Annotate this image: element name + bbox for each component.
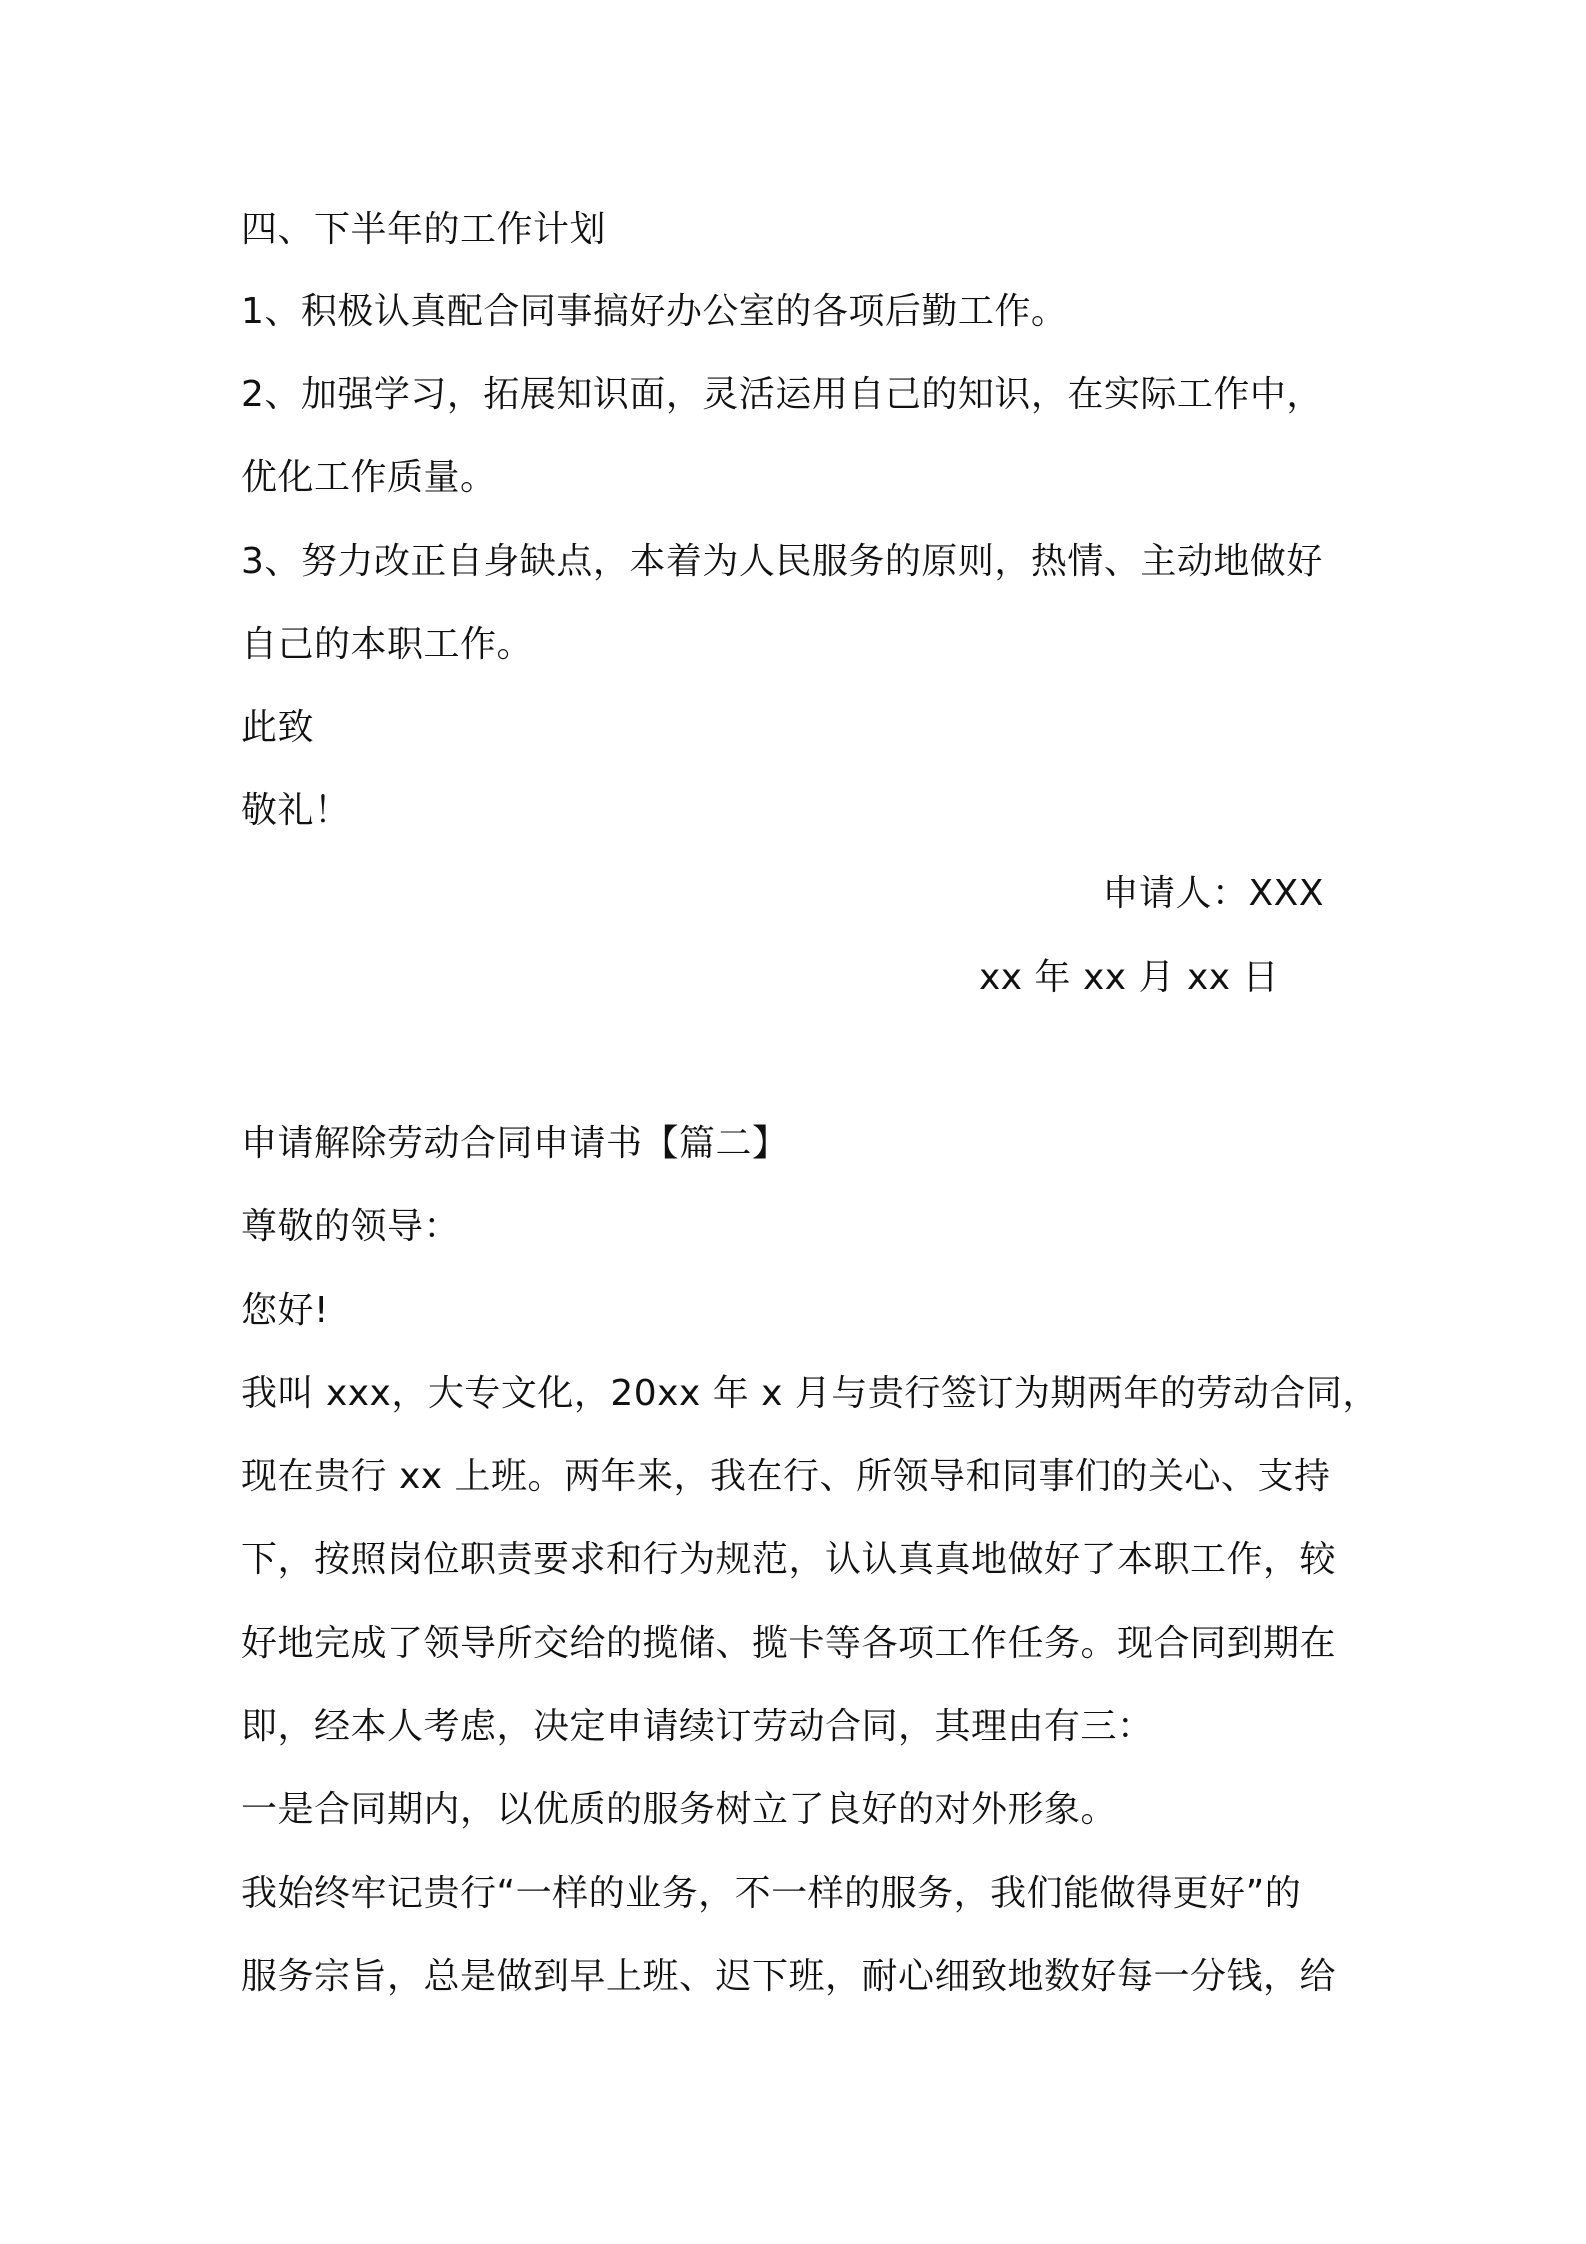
plan-item-1: 1、积极认真配合同事搞好办公室的各项后勤工作。 <box>241 291 1068 332</box>
paragraph-line: 我始终牢记贵行“一样的业务，不一样的服务，我们能做得更好”的 <box>241 1873 1302 1914</box>
paragraph-line: 我叫 xxx，大专文化，20xx 年 x 月与贵行签订为期两年的劳动合同， <box>241 1373 1379 1414</box>
paragraph-line: 好地完成了领导所交给的揽储、揽卡等各项工作任务。现合同到期在 <box>241 1623 1337 1664</box>
plan-item-3-line-1: 3、努力改正自身缺点，本着为人民服务的原则，热情、主动地做好 <box>241 541 1323 582</box>
reason-point-1: 一是合同期内，以优质的服务树立了良好的对外形象。 <box>241 1789 1118 1830</box>
paragraph-line: 即，经本人考虑，决定申请续订劳动合同，其理由有三： <box>241 1706 1154 1747</box>
signature-date: xx 年 xx 月 xx 日 <box>978 957 1279 998</box>
closing-line-1: 此致 <box>241 707 315 748</box>
letter-greeting: 您好! <box>241 1290 329 1331</box>
applicant-signature: 申请人：XXX <box>1102 873 1324 914</box>
plan-item-3-line-2: 自己的本职工作。 <box>241 624 534 665</box>
paragraph-line: 现在贵行 xx 上班。两年来，我在行、所领导和同事们的关心、支持 <box>241 1456 1331 1497</box>
letter-salutation: 尊敬的领导： <box>241 1206 461 1247</box>
section-heading: 四、下半年的工作计划 <box>241 209 607 250</box>
paragraph-line: 服务宗旨，总是做到早上班、迟下班，耐心细致地数好每一分钱，给 <box>241 1956 1337 1997</box>
closing-line-2: 敬礼！ <box>241 790 351 831</box>
plan-item-2-line-2: 优化工作质量。 <box>241 457 497 498</box>
paragraph-line: 下，按照岗位职责要求和行为规范，认认真真地做好了本职工作，较 <box>241 1539 1337 1580</box>
letter-title: 申请解除劳动合同申请书【篇二】 <box>241 1123 789 1164</box>
plan-item-2-line-1: 2、加强学习，拓展知识面，灵活运用自己的知识，在实际工作中， <box>241 374 1323 415</box>
